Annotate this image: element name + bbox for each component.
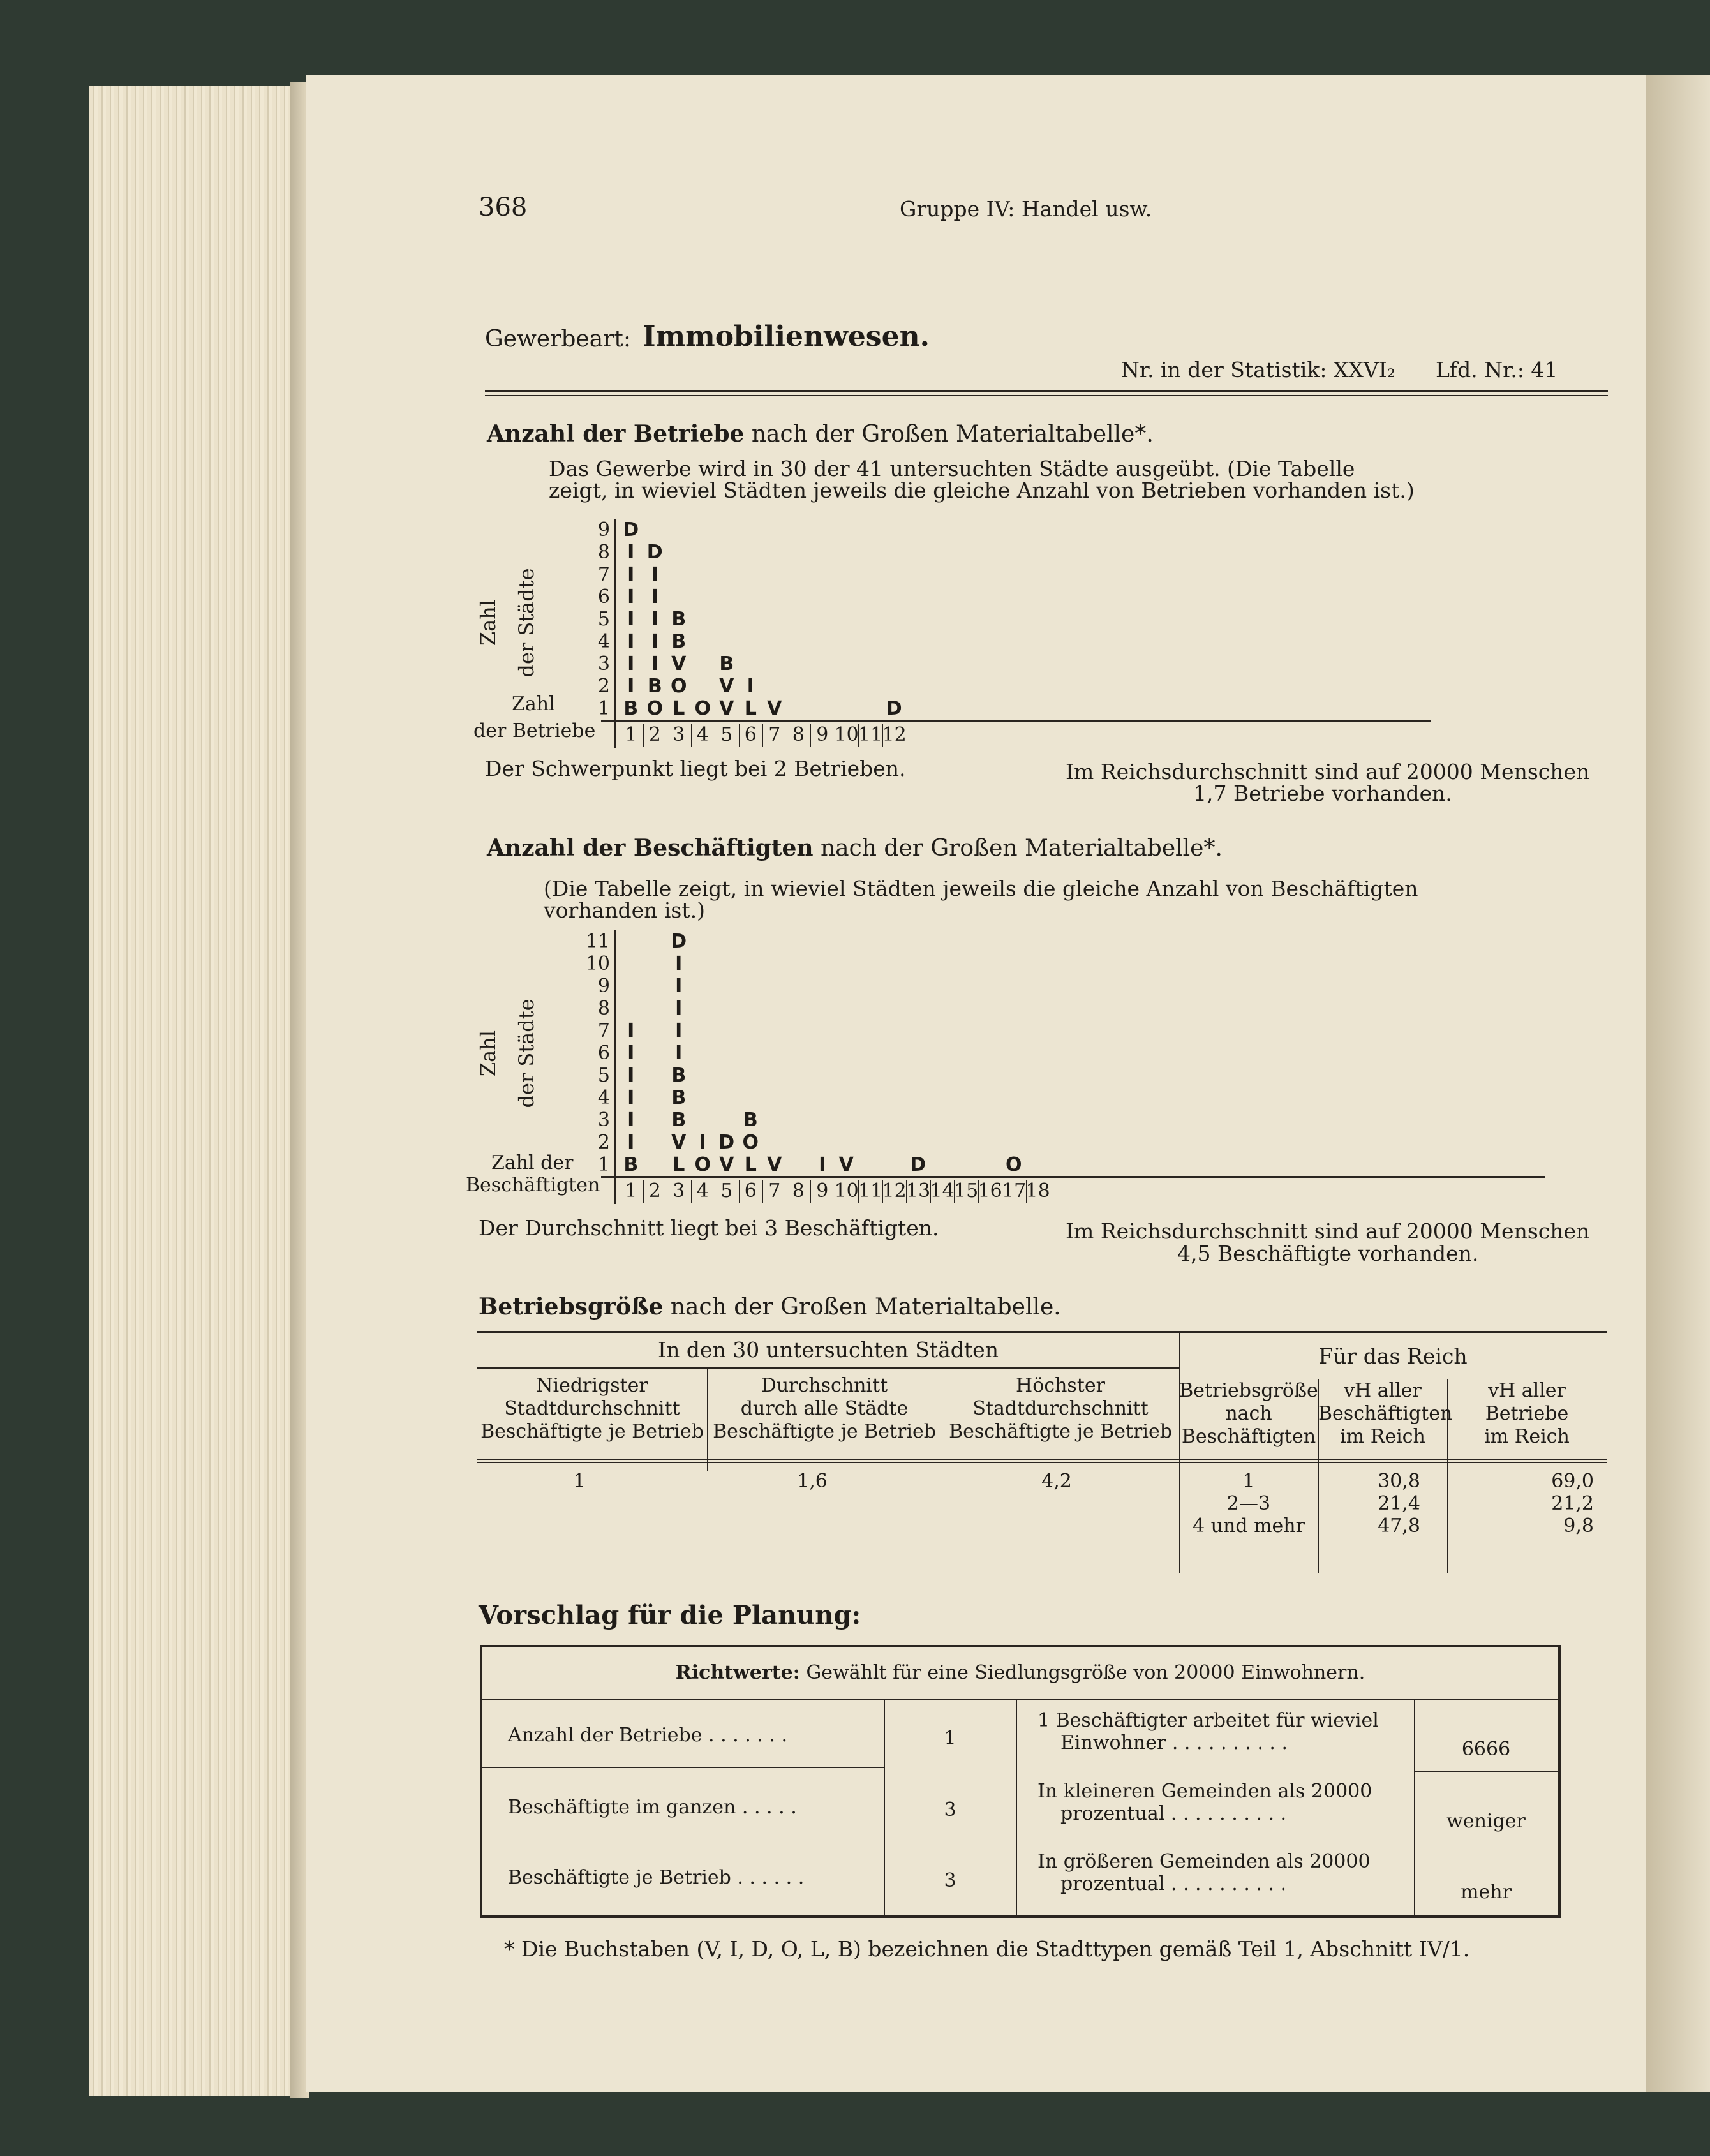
betriebe-x-label-1: Zahl (512, 693, 555, 715)
head-line: Betriebe (1485, 1402, 1569, 1425)
beschaeftigte-city-mark: O (1005, 1154, 1022, 1176)
betriebe-city-mark: I (651, 630, 658, 653)
betriebe-city-mark: I (627, 563, 635, 586)
betriebsgroesse-table (477, 1331, 1607, 1573)
beschaeftigte-note-right-2: 4,5 Beschäftigte vorhanden. (1177, 1241, 1479, 1266)
betriebe-x-tick: 1 (625, 724, 637, 746)
planung-result-1: 6666 (1461, 1738, 1511, 1760)
beschaeftigte-x-tick-divider (978, 1180, 979, 1203)
beschaeftigte-x-tick-divider (762, 1180, 763, 1203)
header-rule (485, 390, 1608, 392)
beschaeftigte-x-tick-divider (906, 1180, 907, 1203)
betriebe-y-tick: 2 (597, 675, 610, 697)
beschaeftigte-y-axis (614, 930, 616, 1204)
head-line: durch alle Städte (740, 1397, 909, 1420)
betriebe-x-tick-divider (882, 724, 883, 747)
col-head-durchschnitt (707, 1374, 942, 1443)
col-head-vh-besch (1318, 1379, 1453, 1448)
reich-groesse-3: 4 und mehr (1193, 1515, 1305, 1537)
beschaeftigte-city-mark: I (627, 1131, 635, 1154)
betriebe-city-mark: D (886, 697, 902, 720)
betriebe-city-mark: V (719, 675, 734, 697)
beschaeftigte-x-tick: 16 (978, 1180, 1002, 1202)
beschaeftigte-heading (487, 834, 1223, 863)
group-header-reich: Für das Reich (1318, 1344, 1468, 1369)
beschaeftigte-city-mark: I (627, 1020, 635, 1042)
beschaeftigte-y-label-2: der Städte (514, 999, 539, 1108)
beschaeftigte-city-mark: V (671, 1131, 687, 1154)
betriebe-city-mark: O (694, 697, 711, 720)
beschaeftigte-y-tick: 3 (597, 1109, 610, 1131)
betriebe-x-tick-divider (762, 724, 763, 747)
betriebe-city-mark: V (767, 697, 782, 720)
betriebe-x-tick: 7 (768, 724, 781, 746)
beschaeftigte-x-tick: 12 (882, 1180, 907, 1202)
betriebe-city-mark: B (623, 697, 639, 720)
beschaeftigte-x-tick: 15 (954, 1180, 979, 1202)
reich-vh-betr-2: 21,2 (1551, 1492, 1594, 1515)
beschaeftigte-y-tick: 4 (597, 1087, 610, 1109)
betriebe-city-mark: B (671, 608, 687, 630)
beschaeftigte-y-tick: 9 (597, 975, 610, 997)
beschaeftigte-y-tick: 7 (597, 1020, 610, 1042)
betriebe-note-right-2: 1,7 Betriebe vorhanden. (1193, 781, 1452, 806)
betriebe-city-mark: O (646, 697, 663, 720)
betriebe-city-mark: I (651, 608, 658, 630)
beschaeftigte-city-mark: I (627, 1064, 635, 1087)
beschaeftigte-x-tick-divider (739, 1180, 740, 1203)
head-line: Stadtdurchschnitt (504, 1397, 680, 1420)
betriebe-y-tick: 7 (597, 563, 610, 586)
beschaeftigte-chart (466, 927, 1563, 1208)
head-line: nach (1225, 1402, 1272, 1425)
beschaeftigte-x-tick-divider (810, 1180, 811, 1203)
betriebe-x-tick-divider (858, 724, 859, 747)
betriebe-x-tick: 2 (648, 724, 661, 746)
planung-desc-3b: prozentual . . . . . . . . . . (1060, 1873, 1287, 1895)
head-line: vH aller (1344, 1379, 1422, 1402)
val-hoechster: 4,2 (1041, 1470, 1072, 1492)
reich-vh-betr-3: 9,8 (1563, 1515, 1594, 1537)
beschaeftigte-city-mark: I (675, 1042, 683, 1064)
statistic-number: Nr. in der Statistik: XXVI₂ (1121, 357, 1396, 382)
beschaeftigte-note-right-1: Im Reichsdurchschnitt sind auf 20000 Menschen (1066, 1219, 1590, 1244)
betriebsgroesse-heading-bold: Betriebsgröße (479, 1293, 664, 1320)
betriebe-x-tick: 3 (673, 724, 685, 746)
richtwerte-rest: Gewählt für eine Siedlungsgröße von 20000 Einwohnern. (806, 1662, 1365, 1684)
col-head-groesse (1179, 1379, 1318, 1448)
betriebsgroesse-heading (479, 1293, 1061, 1321)
beschaeftigte-x-tick: 6 (744, 1180, 757, 1202)
beschaeftigte-y-label-1: Zahl (476, 1030, 500, 1077)
beschaeftigte-intro-1: (Die Tabelle zeigt, in wieviel Städten jeweils die gleiche Anzahl von Beschäftigten (544, 876, 1418, 901)
head-line: Höchster (1016, 1374, 1105, 1397)
head-line: Durchschnitt (761, 1374, 888, 1397)
betriebe-heading-rest: nach der Großen Materialtabelle*. (751, 421, 1154, 447)
beschaeftigte-city-mark: B (623, 1154, 639, 1176)
planung-result-2: weniger (1446, 1810, 1526, 1833)
head-line: Niedrigster (536, 1374, 648, 1397)
beschaeftigte-city-mark: B (671, 1087, 687, 1109)
beschaeftigte-city-mark: I (627, 1109, 635, 1131)
beschaeftigte-x-tick: 18 (1025, 1180, 1050, 1202)
beschaeftigte-city-mark: I (699, 1131, 706, 1154)
header-rule-thin (485, 395, 1608, 396)
beschaeftigte-x-tick: 3 (673, 1180, 685, 1202)
betriebe-heading-bold: Anzahl der Betriebe (487, 420, 745, 447)
head-line: Beschäftigte je Betrieb (713, 1420, 936, 1443)
betriebe-city-mark: V (671, 653, 687, 675)
beschaeftigte-x-tick: 7 (768, 1180, 781, 1202)
betriebe-y-axis (614, 519, 616, 748)
beschaeftigte-city-mark: I (675, 997, 683, 1020)
reich-groesse-1: 1 (1242, 1470, 1255, 1492)
planung-label-3: Beschäftigte je Betrieb . . . . . . (508, 1866, 805, 1889)
page-edges (89, 86, 294, 2096)
head-line: vH aller (1488, 1379, 1566, 1402)
betriebe-x-tick-divider (643, 724, 644, 747)
beschaeftigte-intro-2: vorhanden ist.) (544, 898, 705, 923)
beschaeftigte-city-mark: L (673, 1154, 685, 1176)
planung-result-3: mehr (1461, 1881, 1512, 1903)
beschaeftigte-city-mark: L (744, 1154, 757, 1176)
beschaeftigte-x-tick-divider (643, 1180, 644, 1203)
beschaeftigte-city-mark: V (767, 1154, 782, 1176)
beschaeftigte-city-mark: B (671, 1064, 687, 1087)
head-line: Stadtdurchschnitt (972, 1397, 1149, 1420)
beschaeftigte-x-tick-divider (691, 1180, 692, 1203)
betriebe-x-tick: 11 (858, 724, 883, 746)
row-rule (1414, 1771, 1558, 1772)
planung-box (480, 1645, 1561, 1918)
beschaeftigte-city-mark: O (694, 1154, 711, 1176)
beschaeftigte-x-tick: 5 (720, 1180, 733, 1202)
beschaeftigte-city-mark: D (718, 1131, 735, 1154)
head-line: Beschäftigten (1318, 1402, 1453, 1425)
betriebe-city-mark: I (627, 630, 635, 653)
betriebe-city-mark: L (673, 697, 685, 720)
betriebe-note-right-1: Im Reichsdurchschnitt sind auf 20000 Menschen (1066, 759, 1590, 784)
betriebe-y-label-2: der Städte (514, 568, 539, 678)
betriebe-x-tick-divider (739, 724, 740, 747)
beschaeftigte-x-label-1: Zahl der (491, 1152, 574, 1174)
betriebe-city-mark: B (647, 675, 662, 697)
planung-label-1: Anzahl der Betriebe . . . . . . . (508, 1724, 787, 1746)
beschaeftigte-y-tick: 6 (597, 1042, 610, 1064)
beschaeftigte-x-tick: 17 (1002, 1180, 1027, 1202)
beschaeftigte-city-mark: I (627, 1042, 635, 1064)
beschaeftigte-heading-bold: Anzahl der Beschäftigten (487, 835, 814, 861)
head-line: Beschäftigte je Betrieb (480, 1420, 704, 1443)
beschaeftigte-city-mark: I (675, 1020, 683, 1042)
beschaeftigte-y-tick: 1 (597, 1154, 610, 1176)
beschaeftigte-heading-rest: nach der Großen Materialtabelle*. (820, 835, 1223, 861)
book-page (306, 75, 1646, 2092)
beschaeftigte-city-mark: I (675, 953, 683, 975)
beschaeftigte-x-tick-divider (882, 1180, 883, 1203)
beschaeftigte-x-tick-divider (954, 1180, 955, 1203)
beschaeftigte-x-tick: 14 (930, 1180, 955, 1202)
beschaeftigte-x-tick-divider (930, 1180, 931, 1203)
planung-desc-3a: In größeren Gemeinden als 20000 (1037, 1850, 1371, 1873)
reich-vh-betr-1: 69,0 (1551, 1470, 1594, 1492)
head-line: im Reich (1484, 1425, 1570, 1448)
head-line: Beschäftigte je Betrieb (949, 1420, 1172, 1443)
betriebe-city-mark: I (651, 586, 658, 608)
betriebe-y-tick: 6 (597, 586, 610, 608)
planung-heading: Vorschlag für die Planung: (479, 1600, 861, 1630)
col-head-vh-betr (1447, 1379, 1607, 1448)
betriebe-city-mark: I (627, 608, 635, 630)
betriebe-city-mark: V (719, 697, 734, 720)
beschaeftigte-y-tick: 5 (597, 1064, 610, 1087)
planung-head-rule (482, 1699, 1558, 1700)
planung-value-1: 1 (944, 1727, 956, 1750)
val-niedrigster: 1 (573, 1470, 586, 1492)
planung-desc-1b: Einwohner . . . . . . . . . . (1060, 1732, 1288, 1754)
planung-value-2: 3 (944, 1799, 956, 1821)
beschaeftigte-note-left: Der Durchschnitt liegt bei 3 Beschäftigten. (479, 1216, 939, 1240)
betriebe-x-label-2: der Betriebe (473, 720, 596, 742)
beschaeftigte-city-mark: D (910, 1154, 926, 1176)
betriebe-city-mark: I (627, 675, 635, 697)
beschaeftigte-city-mark: I (627, 1087, 635, 1109)
reich-groesse-2: 2—3 (1226, 1492, 1271, 1515)
trade-name: Immobilienwesen. (643, 320, 930, 353)
beschaeftigte-city-mark: B (671, 1109, 687, 1131)
beschaeftigte-x-tick-divider (1026, 1180, 1027, 1203)
beschaeftigte-x-tick: 8 (792, 1180, 805, 1202)
head-line: Beschäftigten (1181, 1425, 1316, 1448)
betriebe-city-mark: D (646, 541, 663, 563)
planung-label-2: Beschäftigte im ganzen . . . . . (508, 1796, 797, 1818)
page-number: 368 (479, 193, 528, 222)
planung-desc-2b: prozentual . . . . . . . . . . (1060, 1803, 1287, 1825)
col-head-hoechster (942, 1374, 1179, 1443)
footnote: * Die Buchstaben (V, I, D, O, L, B) bezeichnen die Stadttypen gemäß Teil 1, Abschnitt IV/1. (504, 1937, 1470, 1961)
table-head-rule-thin (477, 1462, 1607, 1463)
planung-value-3: 3 (944, 1870, 956, 1892)
beschaeftigte-city-mark: V (838, 1154, 854, 1176)
table-head-rule (477, 1459, 1607, 1460)
beschaeftigte-x-tick: 4 (696, 1180, 709, 1202)
betriebe-city-mark: L (744, 697, 757, 720)
beschaeftigte-x-label-2: Beschäftigten (466, 1174, 600, 1196)
betriebe-intro-1: Das Gewerbe wird in 30 der 41 untersuchten Städte ausgeübt. (Die Tabelle (549, 456, 1355, 481)
beschaeftigte-city-mark: O (742, 1131, 759, 1154)
beschaeftigte-x-tick: 13 (906, 1180, 931, 1202)
reich-vh-besch-3: 47,8 (1378, 1515, 1420, 1537)
beschaeftigte-y-tick: 11 (585, 930, 610, 953)
planung-desc-1a: 1 Beschäftigter arbeitet für wieviel (1037, 1709, 1379, 1732)
beschaeftigte-x-tick: 1 (625, 1180, 637, 1202)
beschaeftigte-city-mark: D (671, 930, 687, 953)
betriebsgroesse-heading-rest: nach der Großen Materialtabelle. (670, 1294, 1061, 1320)
group-header-cities: In den 30 untersuchten Städten (658, 1337, 999, 1362)
betriebe-note-left: Der Schwerpunkt liegt bei 2 Betrieben. (485, 756, 906, 781)
betriebe-x-tick: 6 (744, 724, 757, 746)
table-top-rule (477, 1331, 1607, 1333)
reich-vh-besch-1: 30,8 (1378, 1470, 1420, 1492)
reich-vh-besch-2: 21,4 (1378, 1492, 1420, 1515)
col-divider (1016, 1699, 1017, 1915)
betriebe-chart (466, 509, 1078, 771)
betriebe-y-tick: 5 (597, 608, 610, 630)
betriebe-city-mark: B (671, 630, 687, 653)
head-line: Betriebsgröße (1179, 1379, 1318, 1402)
betriebe-city-mark: I (651, 563, 658, 586)
beschaeftigte-city-mark: I (675, 975, 683, 997)
betriebe-city-mark: I (627, 586, 635, 608)
betriebe-y-tick: 8 (597, 541, 610, 563)
val-durchschnitt: 1,6 (797, 1470, 828, 1492)
betriebe-x-tick: 10 (834, 724, 859, 746)
betriebe-city-mark: I (627, 653, 635, 675)
head-line: im Reich (1340, 1425, 1425, 1448)
betriebe-intro-2: zeigt, in wieviel Städten jeweils die gleiche Anzahl von Betrieben vorhanden ist.) (549, 478, 1415, 503)
richtwerte-line (482, 1662, 1558, 1684)
betriebe-city-mark: I (627, 541, 635, 563)
betriebe-city-mark: B (719, 653, 734, 675)
betriebe-city-mark: I (651, 653, 658, 675)
betriebe-city-mark: D (623, 519, 639, 541)
trade-label: Gewerbeart: (485, 326, 632, 352)
betriebe-y-tick: 9 (597, 519, 610, 541)
beschaeftigte-x-tick: 11 (858, 1180, 883, 1202)
betriebe-y-tick: 3 (597, 653, 610, 675)
planung-desc-2a: In kleineren Gemeinden als 20000 (1037, 1780, 1372, 1803)
group-rule (477, 1367, 1179, 1369)
betriebe-x-tick: 5 (720, 724, 733, 746)
running-head: Gruppe IV: Handel usw. (900, 197, 1152, 221)
betriebe-y-label-1: Zahl (476, 599, 500, 646)
betriebe-y-tick: 4 (597, 630, 610, 653)
beschaeftigte-x-tick: 10 (834, 1180, 859, 1202)
beschaeftigte-city-mark: V (719, 1154, 734, 1176)
facing-page-edge (1646, 75, 1710, 2092)
col-head-niedrigster (477, 1374, 707, 1443)
betriebe-heading (487, 420, 1154, 449)
betriebe-city-mark: I (747, 675, 754, 697)
beschaeftigte-y-tick: 2 (597, 1131, 610, 1154)
beschaeftigte-x-tick-divider (858, 1180, 859, 1203)
lfd-number: Lfd. Nr.: 41 (1436, 357, 1558, 382)
betriebe-x-tick: 12 (882, 724, 907, 746)
beschaeftigte-x-tick: 9 (816, 1180, 829, 1202)
betriebe-x-tick: 4 (696, 724, 709, 746)
beschaeftigte-city-mark: I (819, 1154, 826, 1176)
row-rule (482, 1767, 884, 1768)
betriebe-x-tick: 9 (816, 724, 829, 746)
beschaeftigte-y-tick: 8 (597, 997, 610, 1020)
beschaeftigte-x-tick: 2 (648, 1180, 661, 1202)
betriebe-city-mark: O (670, 675, 687, 697)
betriebe-x-tick: 8 (792, 724, 805, 746)
betriebe-y-tick: 1 (597, 697, 610, 720)
beschaeftigte-city-mark: B (743, 1109, 758, 1131)
richtwerte-bold: Richtwerte: (675, 1662, 800, 1684)
beschaeftigte-y-tick: 10 (585, 953, 610, 975)
betriebe-x-tick-divider (691, 724, 692, 747)
betriebe-x-tick-divider (810, 724, 811, 747)
